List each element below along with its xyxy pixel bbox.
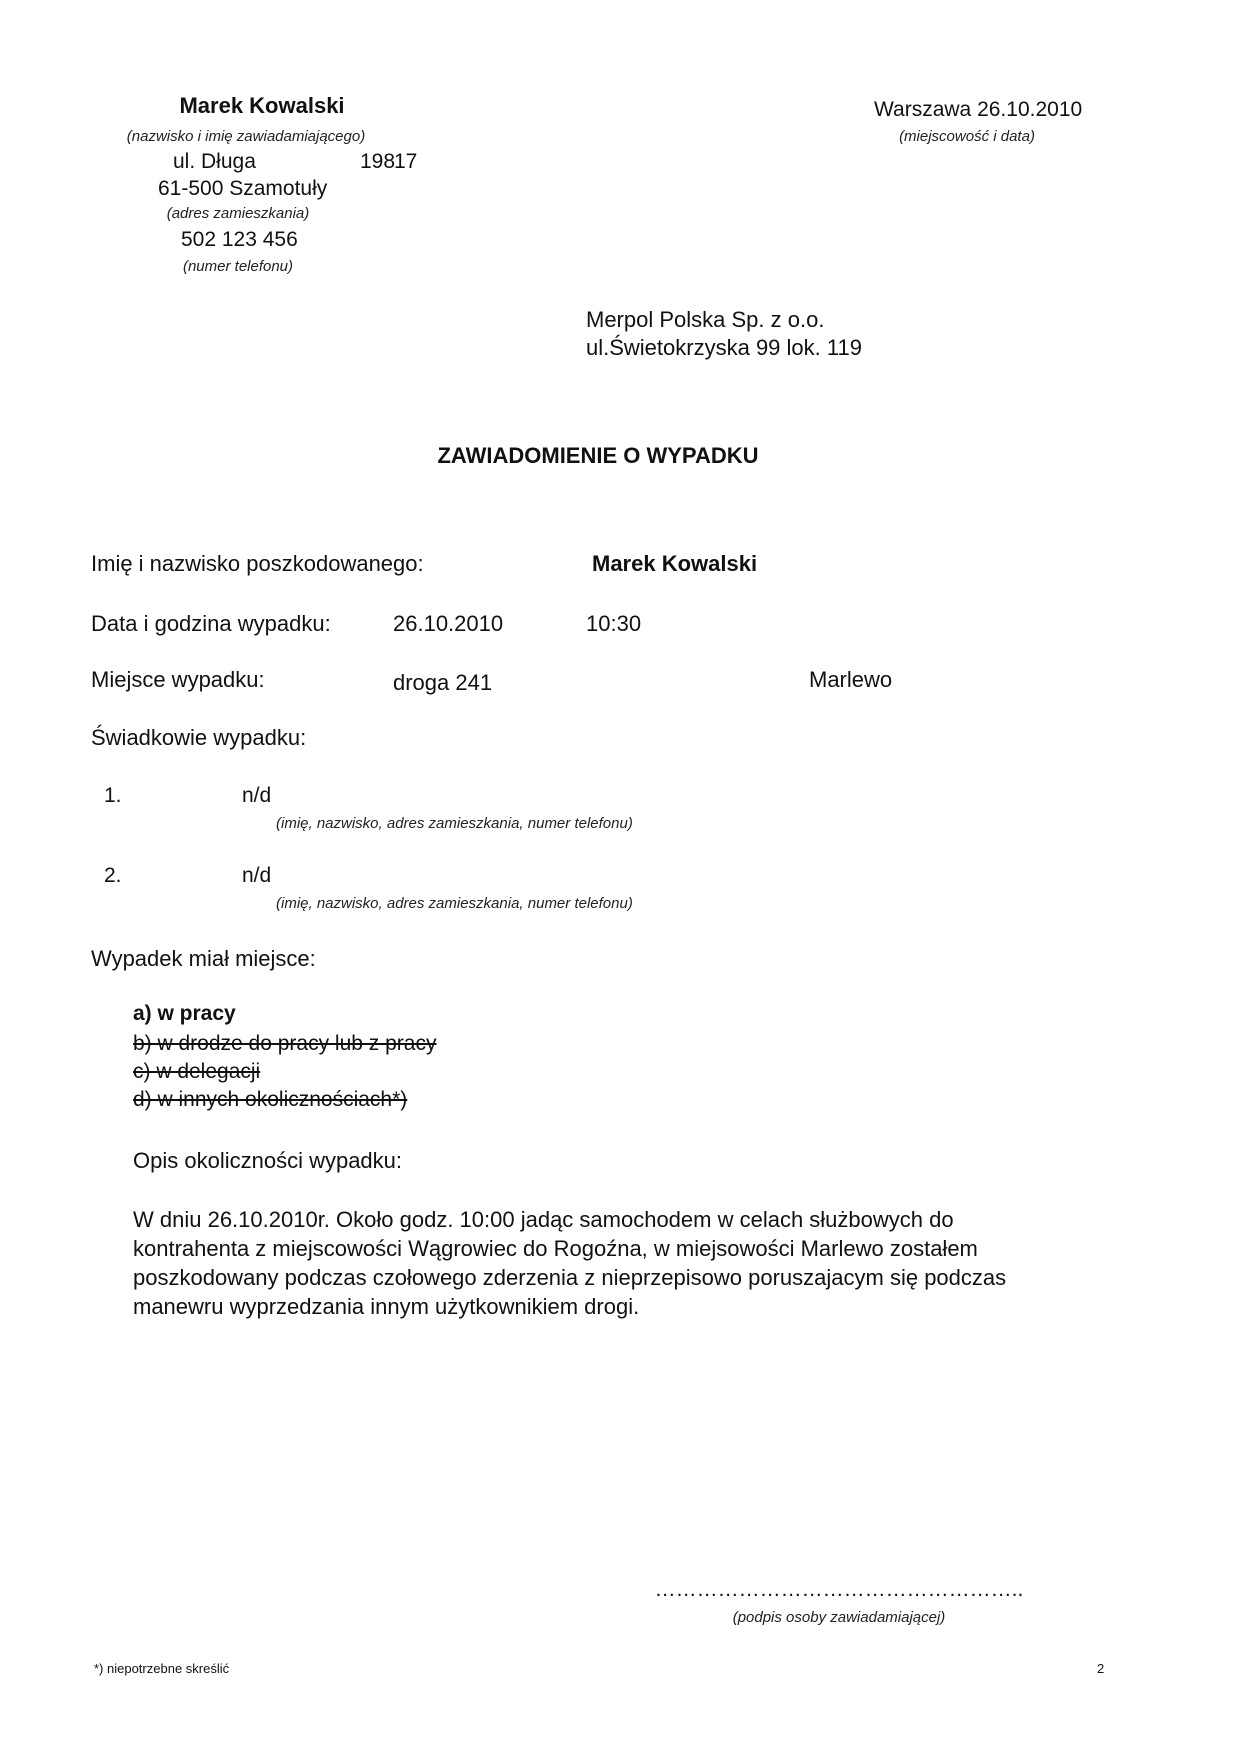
recipient-address: ul.Świetokrzyska 99 lok. 119 [586,335,862,360]
witness-1-number: 1. [104,784,122,807]
sender-address-caption: (adres zamieszkania) [166,205,310,222]
page-number: 2 [1097,1661,1105,1676]
witnesses-label: Świadkowie wypadku: [91,725,307,750]
place-date-caption: (miejscowość i data) [899,128,1035,145]
witness-2-number: 2. [104,864,122,887]
signature-line: …………………………………………….. [654,1578,1024,1601]
sender-street: ul. Długa [173,150,256,173]
datetime-label: Data i godzina wypadku: [91,611,331,636]
road-value: droga 241 [393,670,493,695]
occurrence-option-d: d) w innych okolicznościach*) [133,1088,408,1111]
occurrence-option-c: c) w delegacji [133,1060,261,1083]
recipient-name: Merpol Polska Sp. z o.o. [586,307,825,332]
sender-name-caption: (nazwisko i imię zawiadamiającego) [126,128,366,145]
witness-1-caption: (imię, nazwisko, adres zamieszkania, numer telefonu) [276,815,633,832]
victim-value: Marek Kowalski [592,551,758,576]
sender-apartment: 17 [394,150,418,173]
witness-2-caption: (imię, nazwisko, adres zamieszkania, numer telefonu) [276,895,633,912]
occurrence-option-b: b) w drodze do pracy lub z pracy [133,1032,437,1055]
description-text: W dniu 26.10.2010r. Około godz. 10:00 jadąc samochodem w celach służbowych do kontrahenta z miejscowości Wągrowiec do Rogoźna, w miejsowości Marlewo zostałem poszkodowany podczas czołowego zderzenia z nieprzepisowo poruszajacym się podczas manewru wyprzedzania innym użytkownikiem drogi. [133,1207,1007,1319]
date-value: 26.10.2010 [393,611,504,636]
footer-note: *) niepotrzebne skreślić [94,1661,230,1676]
sender-name: Marek Kowalski [179,93,345,118]
place-date: Warszawa 26.10.2010 [874,98,1083,121]
place-label: Miejsce wypadku: [91,667,265,692]
description-label: Opis okoliczności wypadku: [133,1148,403,1173]
witness-2-value: n/d [242,864,272,887]
town-value: Marlewo [809,667,893,692]
sender-city: 61-500 Szamotuły [158,177,328,200]
sender-phone-caption: (numer telefonu) [182,258,294,275]
signature-caption: (podpis osoby zawiadamiającej) [732,1609,946,1626]
witness-1-value: n/d [242,784,272,807]
occurrence-option-a: a) w pracy [133,1002,236,1025]
time-value: 10:30 [586,611,642,636]
sender-phone: 502 123 456 [181,228,298,251]
sender-house-number: 198 [360,150,396,173]
victim-label: Imię i nazwisko poszkodowanego: [91,551,424,576]
document-title: ZAWIADOMIENIE O WYPADKU [437,443,759,468]
occurrence-label: Wypadek miał miejsce: [91,946,316,971]
